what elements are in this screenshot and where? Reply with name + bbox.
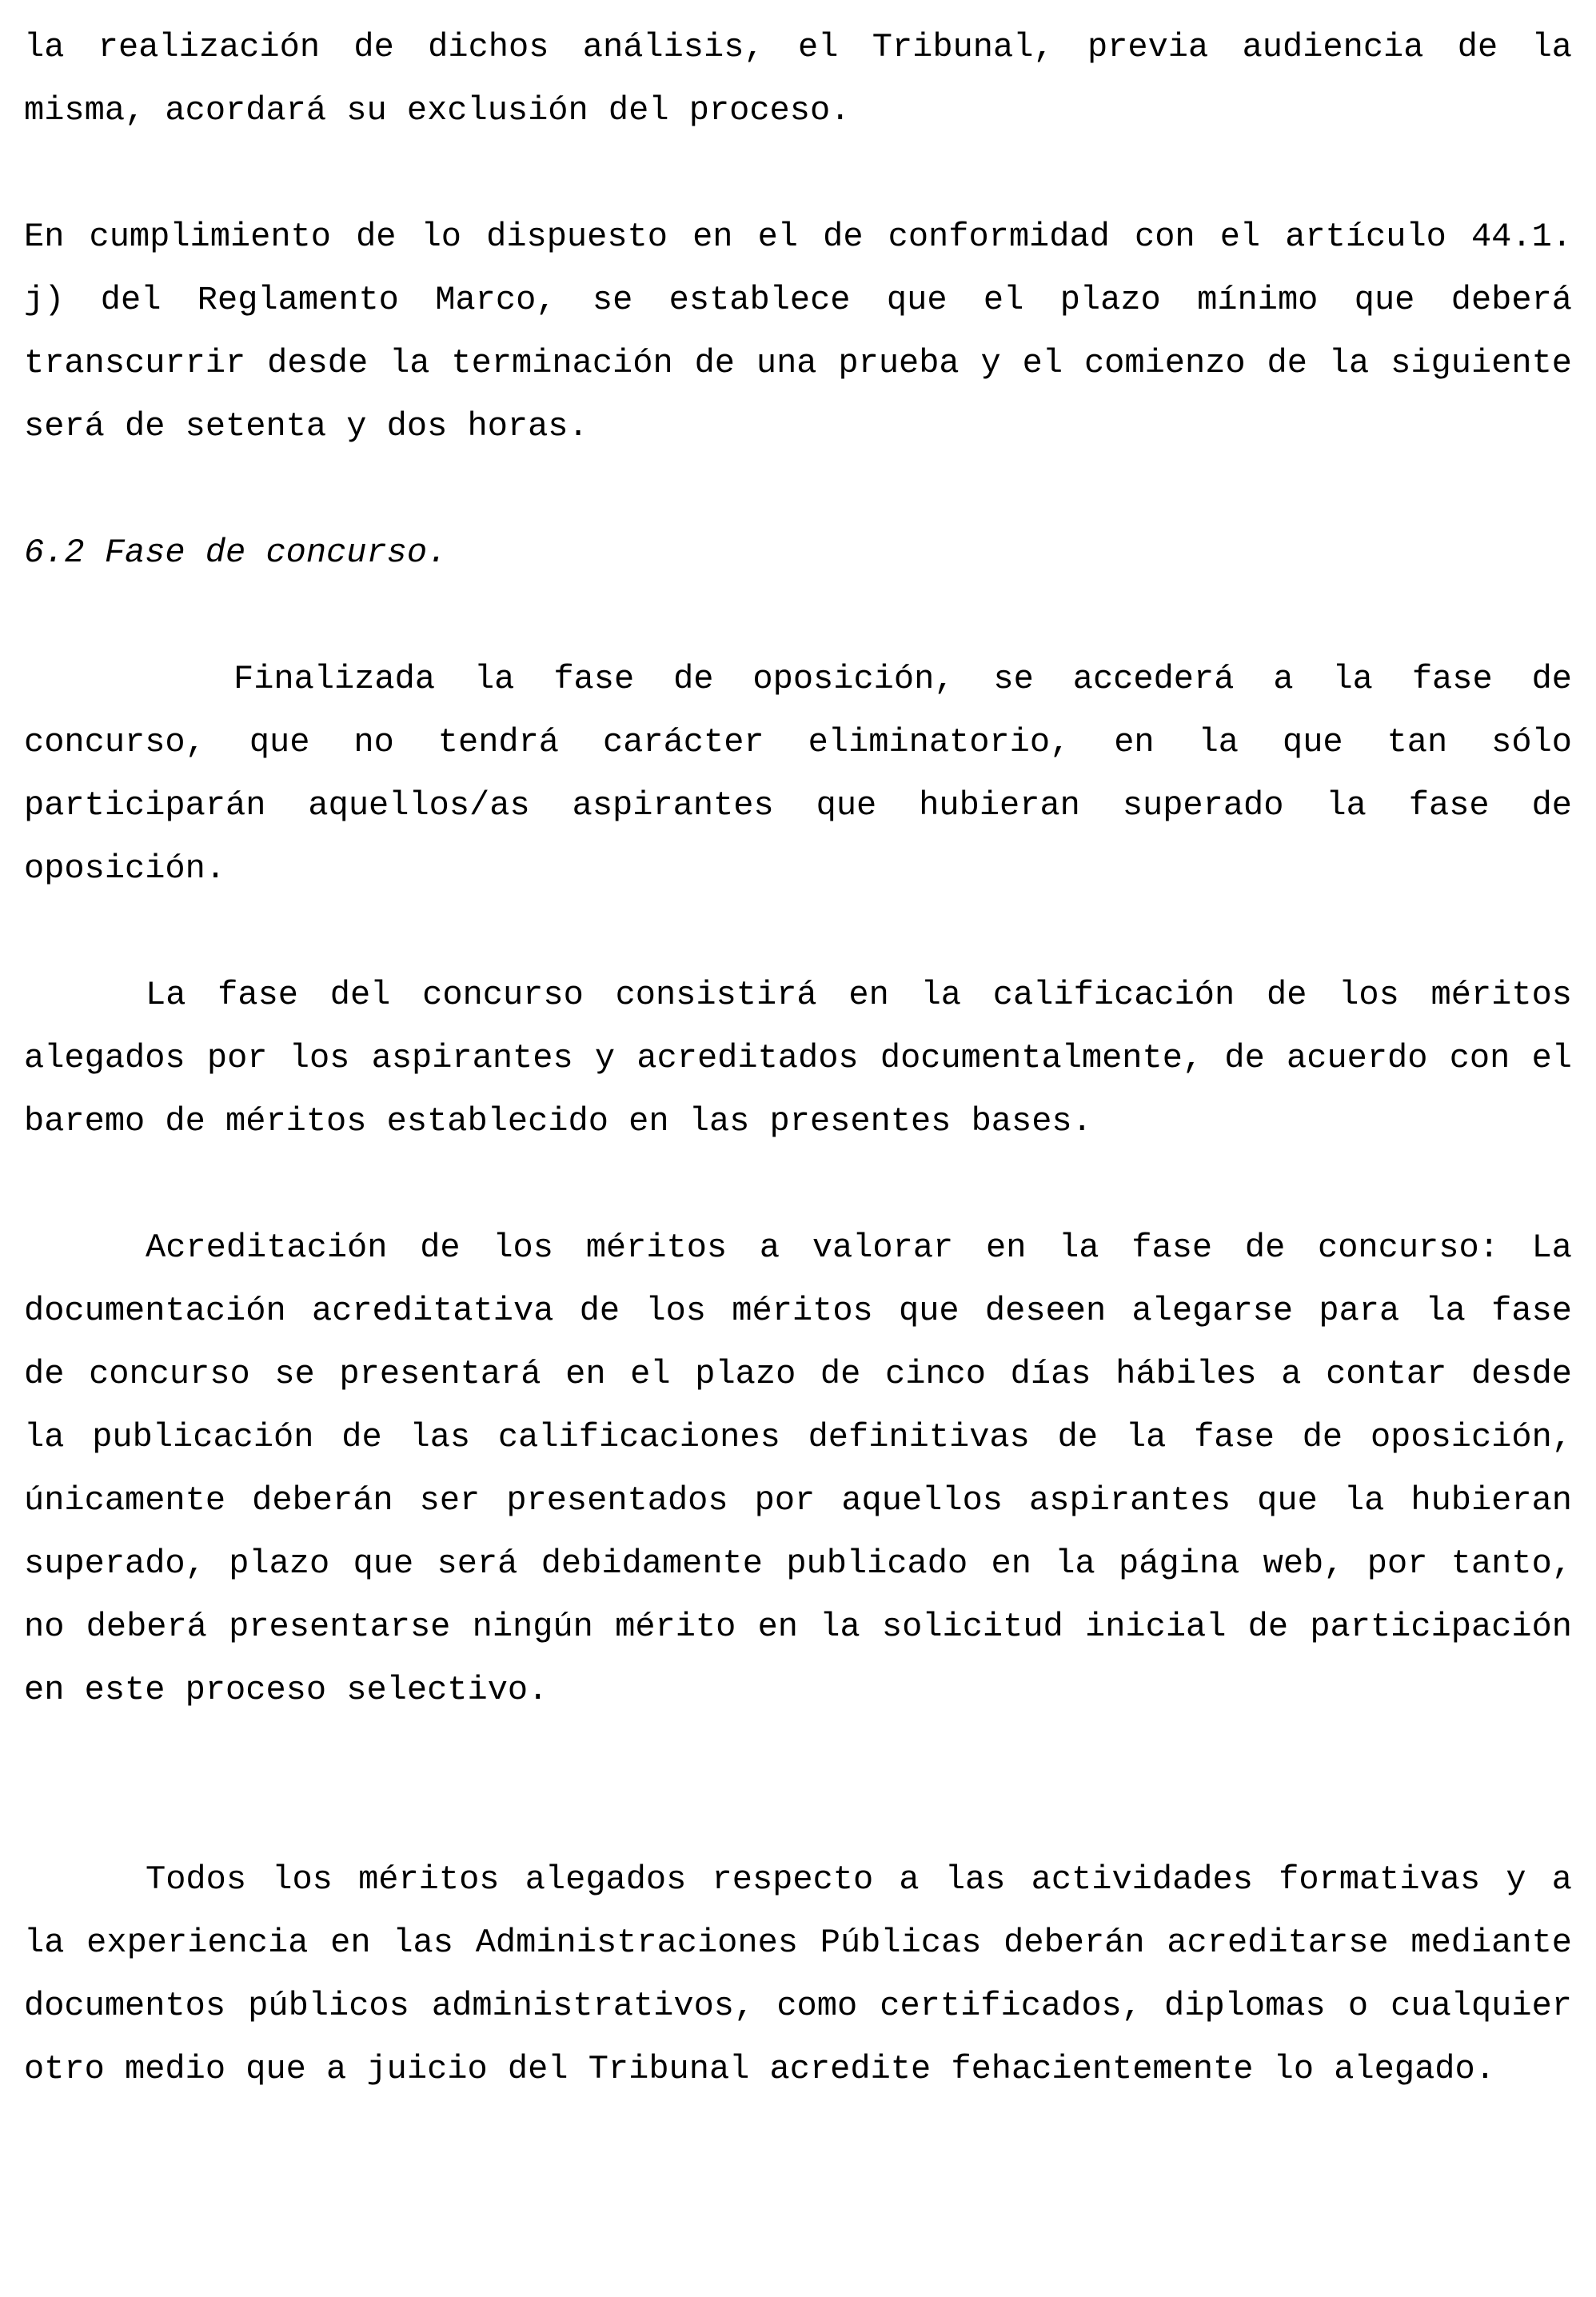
paragraph-concurso-description: La fase del concurso consistirá en la calificación de los méritos alegados por los aspirantes y acreditados documentalmente, de acuerdo con el baremo de méritos establecido en las presentes bases. xyxy=(24,976,1572,1141)
paragraph-analysis-exclusion: la realización de dichos análisis, el Tribunal, previa audiencia de la misma, acordará su exclusión del proceso. xyxy=(24,28,1572,130)
paragraph-spacer xyxy=(24,142,1572,206)
document-page xyxy=(24,16,1572,2101)
paragraph-spacer xyxy=(24,458,1572,521)
paragraph-spacer xyxy=(24,1722,1572,1848)
paragraph-minimum-interval: En cumplimiento de lo dispuesto en el de conformidad con el artículo 44.1. j) del Reglamento Marco, se establece que el plazo mínimo que deberá transcurrir desde la terminación de una prueba y el comienzo de la siguiente será de setenta y dos horas. xyxy=(24,218,1572,445)
paragraph-spacer xyxy=(24,585,1572,648)
paragraph-merits-accreditation: Acreditación de los méritos a valorar en la fase de concurso: La documentación acreditativa de los méritos que deseen alegarse para la fase de concurso se presentará en el plazo de cinco días hábiles a contar desde la publicación de las calificaciones definitivas de la fase de oposición, únicamente deberán ser presentados por aquellos aspirantes que la hubieran superado, plazo que será debidamente publicado en la página web, por tanto, no deberá presentarse ningún mérito en la solicitud inicial de participación en este proceso selectivo. xyxy=(24,1228,1572,1709)
paragraph-spacer xyxy=(24,1153,1572,1216)
paragraph-concurso-access: Finalizada la fase de oposición, se accederá a la fase de concurso, que no tendrá carácter eliminatorio, en la que tan sólo participarán aquellos/as aspirantes que hubieran superado la fase de oposición. xyxy=(24,660,1572,888)
paragraph-spacer xyxy=(24,901,1572,964)
section-heading: 6.2 Fase de concurso. xyxy=(24,533,448,572)
paragraph-merits-documents: Todos los méritos alegados respecto a las actividades formativas y a la experiencia en las Administraciones Públicas deberán acreditarse mediante documentos públicos administrativos, como certificados, diplomas o cualquier otro medio que a juicio del Tribunal acredite fehacientemente lo alegado. xyxy=(24,1860,1572,2088)
